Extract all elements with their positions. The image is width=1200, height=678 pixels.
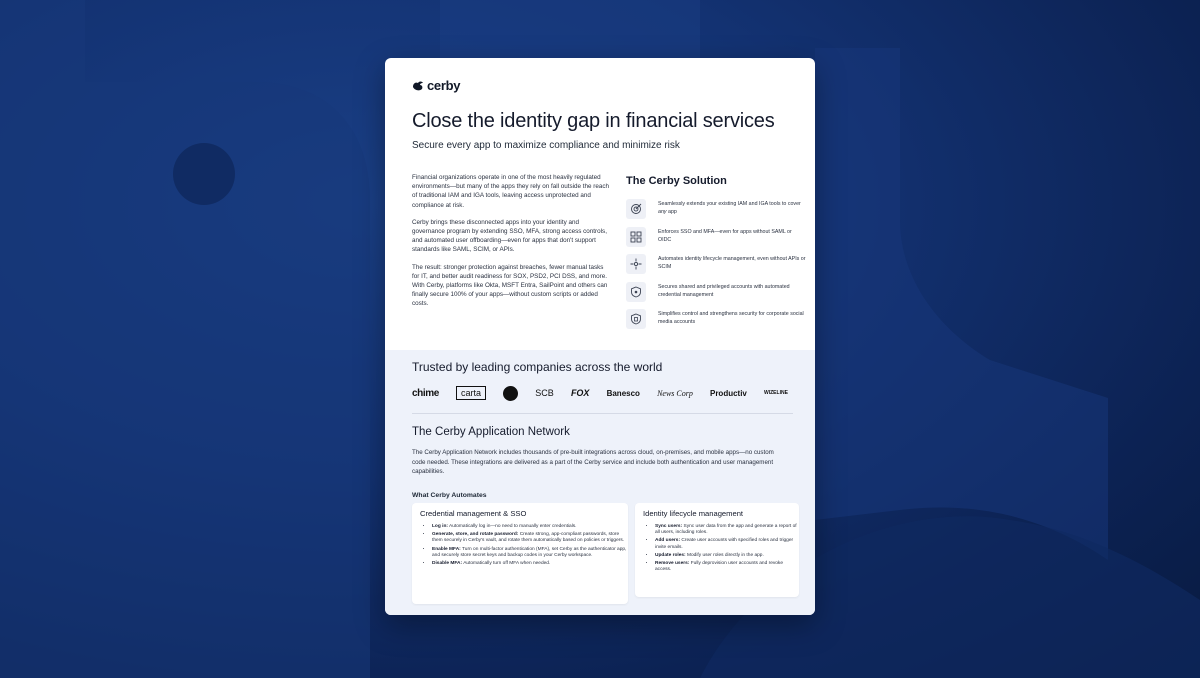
lifecycle-list — [635, 524, 799, 574]
solution-item — [626, 281, 806, 303]
lock-shield-icon — [626, 309, 646, 329]
lower-section — [385, 350, 815, 615]
intro-paragraph: Cerby brings these disconnected apps into your identity and governance program by extending SSO, MFA, strong access controls, and automated user offboarding—even for apps that don't support standards like SAML, SCIM, or APIs. — [412, 218, 607, 254]
list-item: • Add users: Create user accounts with specified roles and trigger invite emails. — [655, 538, 799, 550]
section-divider — [412, 413, 793, 414]
network-title: The Cerby Application Network — [412, 426, 570, 438]
list-item: • Update roles: Modify user roles directly in the app. — [655, 553, 799, 559]
target-icon — [626, 199, 646, 219]
list-item: • Disable MFA: Automatically turn off MFA when needed. — [432, 561, 628, 567]
automates-title: What Cerby Automates — [412, 492, 487, 499]
document-page — [385, 58, 815, 615]
solution-item — [626, 198, 806, 220]
intro-paragraph: Financial organizations operate in one of the most heavily regulated environments—but many of the apps they rely on fall outside the reach of traditional IAM and IGA tools, leaving access unprotected and compliance at risk. — [412, 174, 610, 209]
network-description: The Cerby Application Network includes thousands of pre-built integrations across cloud, on-premises, and mobile apps—no custom code needed. These integrations are delivered as a part of the Cerby service and include both authentication and user management capabilities. — [412, 449, 774, 475]
solution-item — [626, 308, 806, 330]
list-item: • Remove users: Fully deprovision user accounts and revoke access. — [655, 561, 799, 573]
list-item: • Enable MFA: Turn on multi-factor authentication (MFA), set Cerby as the authenticator app, and securely store secret keys and backup codes in your Cerby workspace. — [432, 547, 628, 559]
intro-paragraph: The result: stronger protection against breaches, fewer manual tasks for IT, and better audit readiness for SOX, PSD2, PCI DSS, and more. With Cerby, platforms like Okta, MSFT Entra, SailPoint and others can finally secure 100% of your apps—without custom scripts or added costs. — [412, 263, 608, 308]
page-subtitle: Secure every app to maximize compliance and minimize risk — [412, 140, 680, 151]
solution-list — [626, 198, 806, 336]
scb-logo: SCB — [535, 388, 554, 398]
wizeline-logo: WIZELINE — [764, 390, 788, 396]
card-title: Identity lifecycle management — [643, 509, 744, 518]
round-logo — [503, 386, 518, 401]
page-title: Close the identity gap in financial services — [412, 110, 775, 132]
card-title: Credential management & SSO — [420, 509, 527, 518]
grid-icon — [626, 227, 646, 247]
credential-list — [412, 524, 628, 567]
cerby-logo-icon — [412, 81, 424, 91]
list-item: • Generate, store, and rotate password: Create strong, app-compliant passwords, store them securely in Cerby's vault, and rotate them automatically based on policies or triggers. — [432, 532, 628, 544]
solution-item-text: Secures shared and privileged accounts with automated credential management — [658, 283, 790, 298]
credential-card — [412, 503, 628, 604]
fox-logo: FOX — [570, 388, 590, 398]
solution-item-text: Automates identity lifecycle management, even without APIs or SCIM — [658, 256, 806, 270]
news-corp-logo: News Corp — [657, 388, 693, 398]
intro-text — [412, 173, 612, 317]
carta-logo: carta — [456, 386, 486, 400]
solution-item — [626, 253, 806, 275]
chime-logo: chime — [412, 387, 439, 399]
list-item: • Log in: Automatically log in—no need to manually enter credentials. — [432, 524, 628, 530]
productiv-logo: Productiv — [709, 388, 747, 398]
banesco-logo: Banesco — [606, 388, 640, 398]
customer-logos — [412, 384, 788, 402]
shield-icon — [626, 282, 646, 302]
logo-text: cerby — [427, 78, 461, 93]
solution-title: The Cerby Solution — [626, 175, 727, 187]
solution-item-text: Enforces SSO and MFA—even for apps without SAML or OIDC — [658, 228, 792, 243]
lifecycle-card — [635, 503, 799, 597]
solution-item-text: Simplifies control and strengthens security for corporate social media accounts — [658, 311, 804, 325]
workflow-icon — [626, 254, 646, 274]
trusted-title: Trusted by leading companies across the world — [412, 360, 663, 374]
list-item: • Sync users: Sync user data from the app and generate a report of all users, including roles. — [655, 524, 799, 536]
cerby-logo — [412, 78, 460, 93]
solution-item — [626, 226, 806, 248]
solution-item-text: Seamlessly extends your existing IAM and IGA tools to cover any app — [658, 201, 801, 215]
